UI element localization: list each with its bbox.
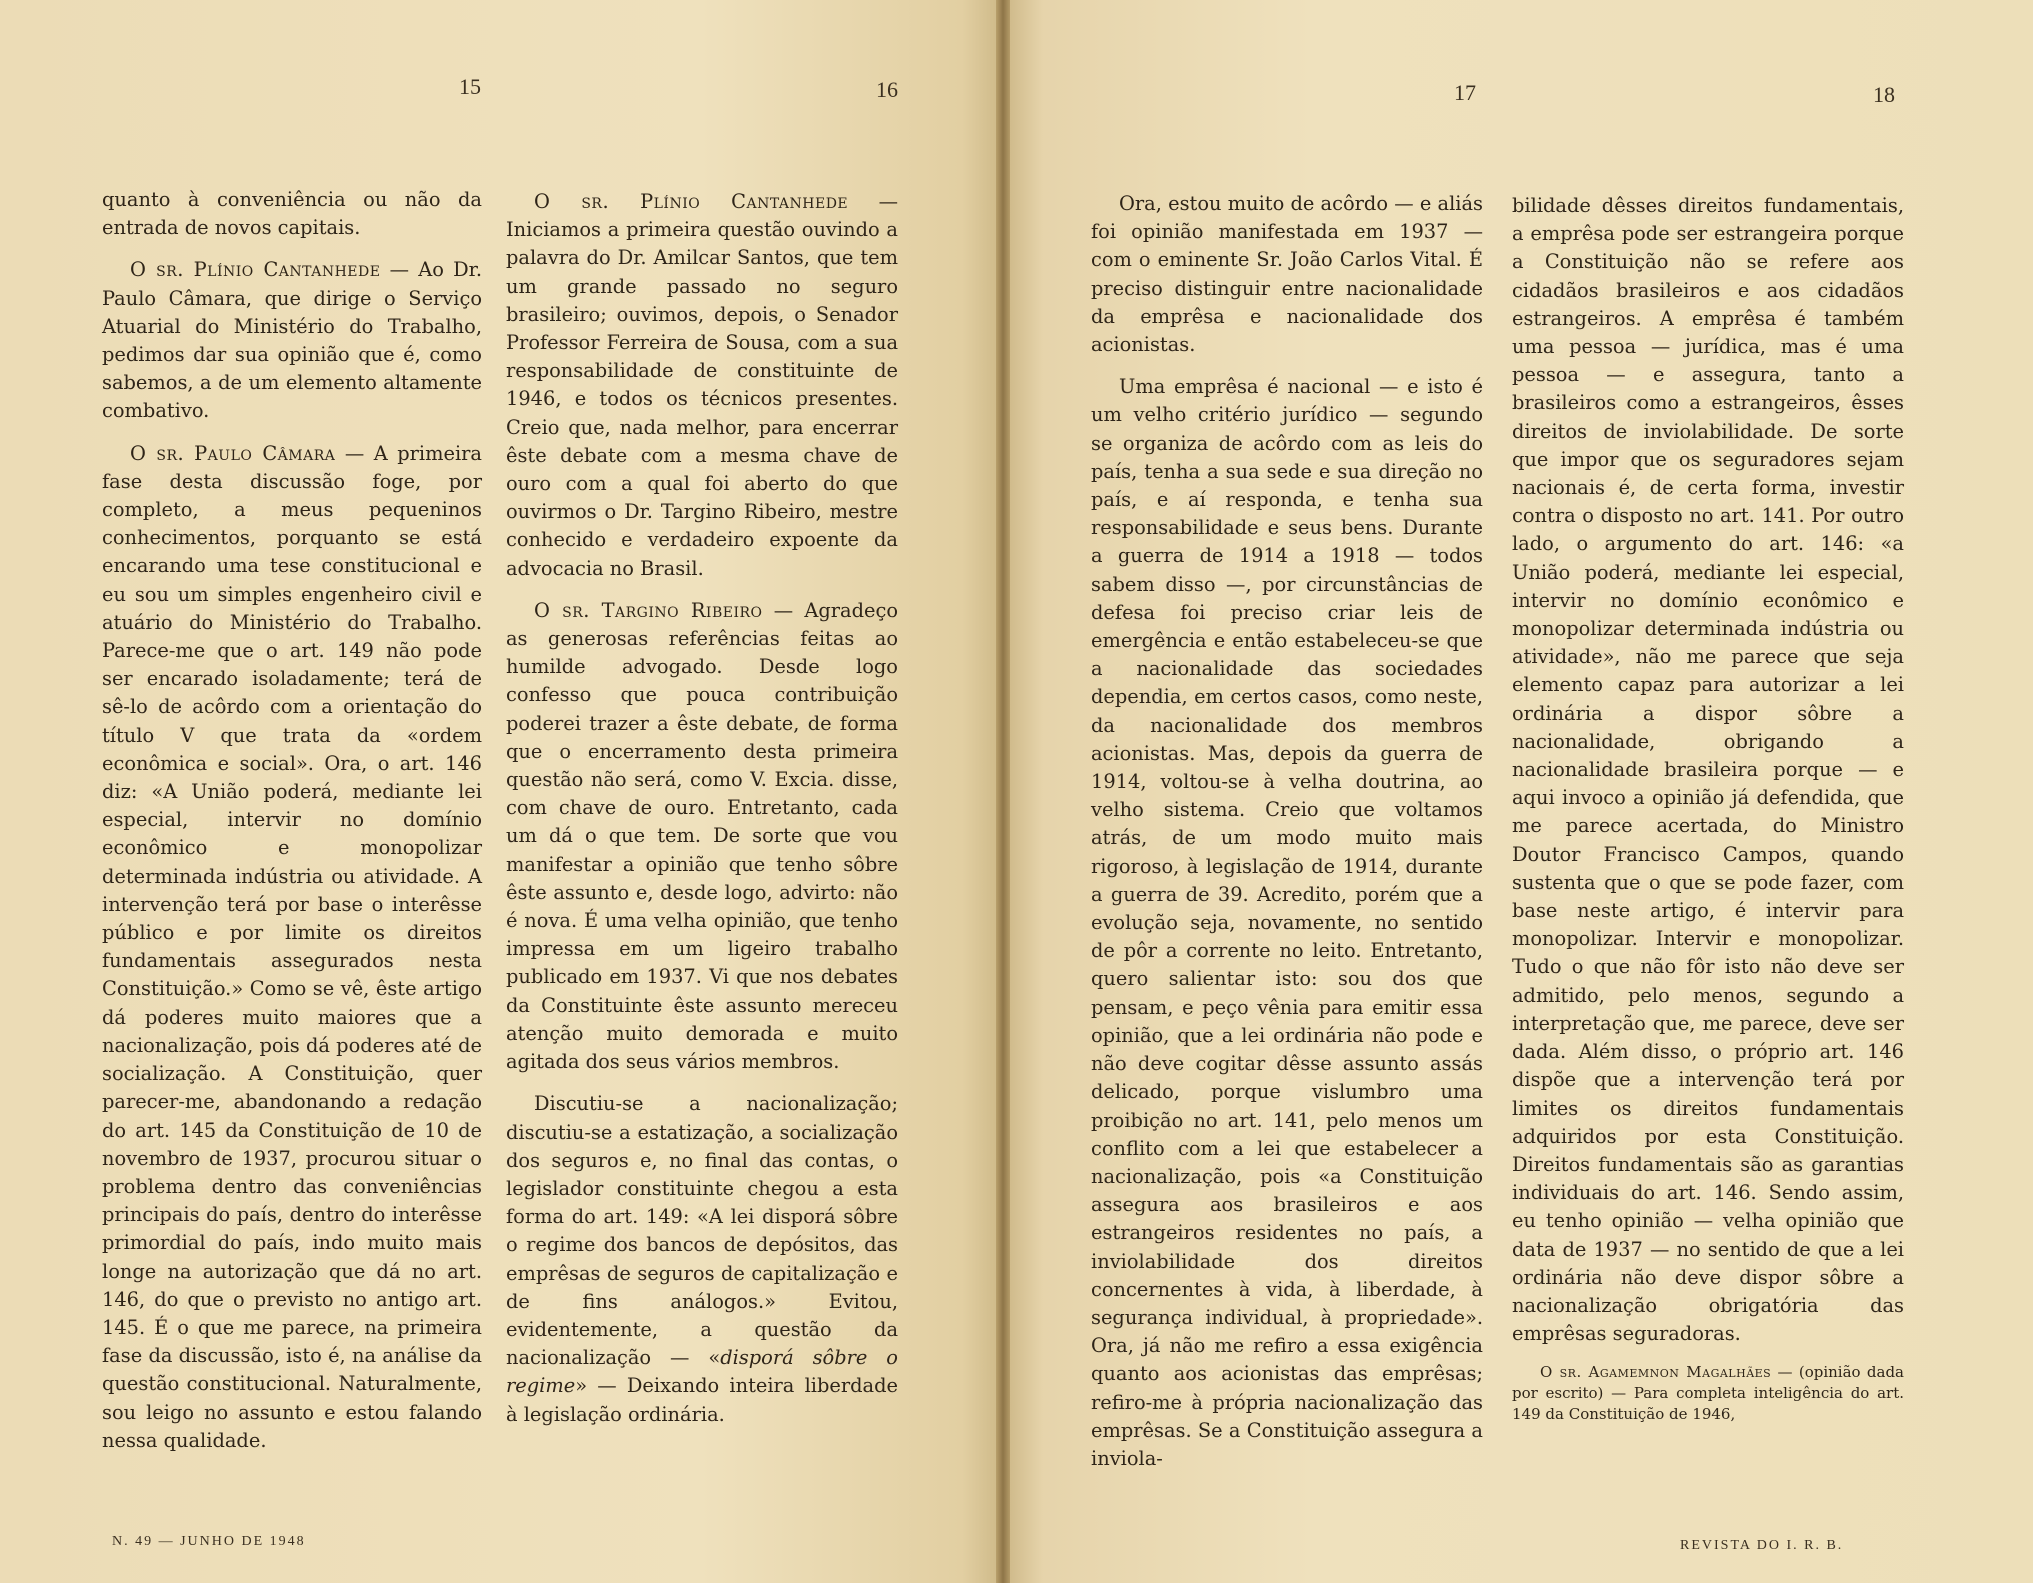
speech-text: — A primeira fase desta discussão foge, por completo, a meus pequeninos conhecimentos, porquanto se está encarando uma tese constitucional e eu sou um simples engenheiro civil e atuário do Ministério do Trabalho. Parece-me que o art. 149 não pode ser encarado isoladamente; terá de sê-lo de acôrdo com a orientação do título V que trata da «ordem econômica e social». Ora, o art. 146 diz: «A União poderá, mediante lei especial, intervir no domínio econômico e monopolizar determinada indústria ou atividade. A intervenção terá por base o interêsse público e por limite os direitos fundamentais assegurados nesta Constituição.» Como se vê, êste artigo dá poderes muito maiores que a nacionalização, pois dá poderes até de socialização. A Constituição, quer parecer-me, abandonando a redação do art. 145 da Constituição de 10 de novembro de 1937, procurou situar o problema dentro das conveniências principais do país, dentro do interêsse primordial do país, indo muito mais longe na autorização que dá no art. 146, do que o previsto no antigo art. 145. É o que me parece, na primeira fase da discussão, isto é, na análise da questão constitucional. Naturalmente, sou leigo no assunto e estou falando nessa qualidade. [102,441,482,1452]
paragraph: Ora, estou muito de acôrdo — e aliás foi opinião manifestada em 1937 — com o eminente Sr. João Carlos Vital. É preciso distinguir entre nacionalidade da emprêsa e nacionalidade dos acionistas. [1091,192,1483,357]
text-run: » — Deixando inteira liberdade à legislação ordinária. [506,1374,898,1426]
speaker-name: O sr. Paulo Câmara [130,441,336,465]
speaker-name: O sr. Targino Ribeiro [534,598,763,622]
page-number-16: 16 [876,77,898,102]
speaker-name: O sr. Plínio Cantanhede [534,190,849,213]
paragraph [102,256,482,425]
column-page-15 [102,186,482,1469]
paragraph [506,597,898,1076]
speech-text: — Iniciamos a primeira questão ouvindo a palavra do Dr. Amilcar Santos, que tem um grande passado no seguro brasileiro; ouvimos, depois, o Senador Professor Ferreira de Sousa, com a sua responsabilidade de constituinte de 1946, e todos os técnicos presentes. Creio que, nada melhor, para encerrar êste debate com a mesma chave de ouro com a qual foi aberto do que ouvirmos o Dr. Targino Ribeiro, mestre conhecido e verdadeiro expoente da advocacia no Brasil. [506,190,898,580]
paragraph [1512,1362,1904,1425]
speech-text: — (opinião dada por escrito) — Para completa inteligência do art. 149 da Constituição de 1946, [1512,1363,1904,1424]
speaker-name: O sr. Agamemnon Magalhães [1540,1363,1772,1382]
speech-text: — Agradeço as generosas referências feitas ao humilde advogado. Desde logo confesso que pouca contribuição poderei trazer a êste debate, de forma que o encerramento desta primeira questão não será, como V. Excia. disse, com chave de ouro. Entretanto, cada um dá o que tem. De sorte que vou manifestar a opinião que tenho sôbre êste assunto e, desde logo, advirto: não é nova. É uma velha opinião, que tenho impressa em um ligeiro trabalho publicado em 1937. Vi que nos debates da Constituinte êste assunto mereceu atenção muito demorada e muito agitada dos seus vários membros. [506,598,898,1074]
footer-issue: N. 49 — JUNHO DE 1948 [112,1534,306,1549]
text-run: Discutiu-se a nacionalização; discutiu-se a estatização, a socialização dos seguros e, no final das contas, o legislador constituinte chegou a esta forma do art. 149: «A lei disporá sôbre o regime dos bancos de depósitos, das emprêsas de seguros de capitalização e de fins análogos.» Evitou, evidentemente, a questão da nacionalização — « [506,1092,898,1370]
paragraph: Uma emprêsa é nacional — e isto é um velho critério jurídico — segundo se organiza de acôrdo com as leis do país, tenha a sua sede e sua direção no país, e aí responda, e tenha sua responsabilidade e seus bens. Durante a guerra de 1914 a 1918 — todos sabem disso —, por circunstâncias de defesa foi preciso criar leis de emergência e então estabeleceu-se que a nacionalidade das sociedades dependia, em certos casos, como neste, da nacionalidade dos membros acionistas. Mas, depois da guerra de 1914, voltou-se à velha doutrina, ao velho sistema. Creio que voltamos atrás, de um modo muito mais rigoroso, à legislação de 1914, durante a guerra de 39. Acredito, porém que a evolução seja, novamente, no sentido de pôr a corrente no leito. Entretanto, quero salientar isto: sou dos que pensam, e peço vênia para emitir essa opinião, que a lei ordinária não pode e não deve cogitar dêsse assunto assás delicado, porque vislumbro uma proibição no art. 141, pelo menos um conflito com a lei que estabelecer a nacionalização, pois «a Constituição assegura aos brasileiros e aos estrangeiros residentes no país, a inviolabilidade dos direitos concernentes à vida, à liberdade, à segurança individual, à propriedade». Ora, já não me refiro a essa exigência quanto aos acionistas das emprêsas; refiro-me à própria nacionalização das emprêsas. Se a Constituição assegura a inviola- [1091,375,1483,1470]
page-number-17: 17 [1454,80,1476,105]
quoted-phrase: disporá sôbre o regime [506,1346,898,1398]
book-gutter [996,0,1010,1583]
column-page-16 [506,188,898,1443]
column-page-17 [1091,190,1483,1487]
paragraph [506,1090,898,1428]
paragraph [506,188,898,583]
column-page-18 [1512,192,1904,1439]
paragraph: bilidade dêsses direitos fundamentais, a emprêsa pode ser estrangeira porque a Constituição não se refere aos cidadãos brasileiros e aos cidadãos estrangeiros. A emprêsa é também uma pessoa — jurídica, mas é uma pessoa — e assegura, tanto a brasileiros como a estrangeiros, êsses direitos de inviolabilidade. De sorte que impor que os seguradores sejam nacionais é, de certa forma, investir contra o disposto no art. 141. Por outro lado, o argumento do art. 146: «a União poderá, mediante lei especial, intervir no domínio econômico e monopolizar determinada indústria ou atividade», não me parece que seja elemento capaz para autorizar a lei ordinária a dispor sôbre a nacionalidade, obrigando a nacionalidade brasileira porque — e aqui invoco a opinião já defendida, que me parece acertada, do Ministro Doutor Francisco Campos, quando sustenta que o que se pode fazer, com base neste artigo, é intervir para monopolizar. Intervir e monopolizar. Tudo o que não fôr isto não deve ser admitido, pelo menos, segundo a interpretação que, me parece, deve ser dada. Além disso, o próprio art. 146 dispõe que a intervenção terá por limites os direitos fundamentais adquiridos por esta Constituição. Direitos fundamentais são as garantias individuais do art. 146. Sendo assim, eu tenho opinião — velha opinião que data de 1937 — no sentido de que a lei ordinária não deve dispor sôbre a nacionalização obrigatória das emprêsas seguradoras. [1512,194,1904,1346]
page-number-18: 18 [1873,82,1895,107]
page-number-15: 15 [459,74,481,99]
left-page [0,0,1002,1583]
footer-journal: REVISTA DO I. R. B. [1680,1538,1844,1553]
speech-text: — Ao Dr. Paulo Câmara, que dirige o Serviço Atuarial do Ministério do Trabalho, pedimos dar sua opinião que é, como sabemos, a de um elemento altamente combativo. [102,258,482,423]
paragraph: quanto à conveniência ou não da entrada de novos capitais. [102,188,482,240]
speaker-name: O sr. Plínio Cantanhede [130,258,381,282]
paragraph [102,440,482,1455]
